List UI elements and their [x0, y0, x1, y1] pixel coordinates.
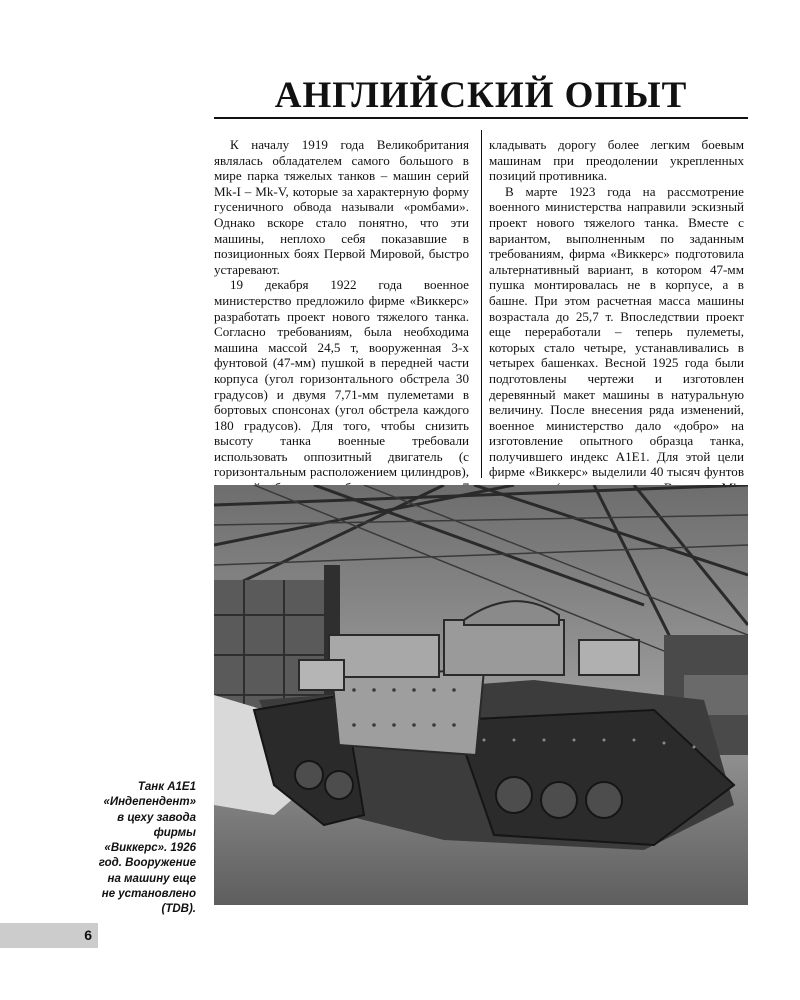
paragraph: кладывать дорогу более легким боевым машинам при преодолении укрепленных позиций противника.: [489, 137, 744, 184]
title-rule: [214, 117, 748, 119]
text-column-left: [214, 137, 469, 542]
paragraph: К началу 1919 года Великобритания являлась обладателем самого большого в мире парка тяжелых танков – машин серий Mk-I – Mk-V, которые за характерную форму гусеничного обвода называли «ромбами». Однако вскоре стало понятно, что эти машины, неплохо себя показавшие в позиционных боях Первой Мировой, быстро устаревают.: [214, 137, 469, 277]
photo-caption: Танк A1E1 «Индепендент» в цеху завода фирмы «Виккерс». 1926 год. Вооружение на машину еще не установлено (TDB).: [98, 781, 196, 916]
column-divider: [481, 130, 482, 478]
text-column-right: [489, 137, 744, 527]
page-number-tab: [0, 923, 98, 948]
paragraph: В марте 1923 года на рассмотрение военного министерства направили эскизный проект нового тяжелого танка. Вместе с вариантом, выполненным по заданным требованиям, фирма «Виккерс» подготовила альтернативный вариант, в котором 47-мм пушка монтировалась не в корпусе, а в башне. При этом расчетная масса машины возрастала до 25,7 т. Впоследствии проект еще переработали – теперь пулеметы, которых стало четыре, устанавливались в четырех башенках. Весной 1925 года были подготовлены чертежи и изготовлен деревянный макет машины в натуральную величину. После внесения ряда изменений, военное министерство дало «добро» на изготовление опытного образца танка, получившего индекс A1E1. Для этой цели фирме «Виккерс» выделили 40 тысяч фунтов: [489, 183, 744, 480]
paragraph: 19 декабря 1922 года военное министерство предложило фирме «Виккерс» разработать проект нового тяжелого танка. Согласно требованиям, была необходима машина массой 24,5 т, вооруженная 3-х фунтовой (47-мм) пушкой в передней части корпуса (угол горизонтального обстрела 30 градусов) и двумя 7,71-мм пулеметами в бортовых спонсонах (угол обстрела каждого 180 градусов). Для того, чтобы снизить высоту танка военные требовали использовать оппозитный двигатель (с горизонтальным расположением цилиндров),: [214, 277, 469, 480]
tank-photo: [214, 485, 748, 905]
page-number: 6: [84, 927, 92, 943]
page-title: АНГЛИЙСКИЙ ОПЫТ: [274, 75, 688, 116]
